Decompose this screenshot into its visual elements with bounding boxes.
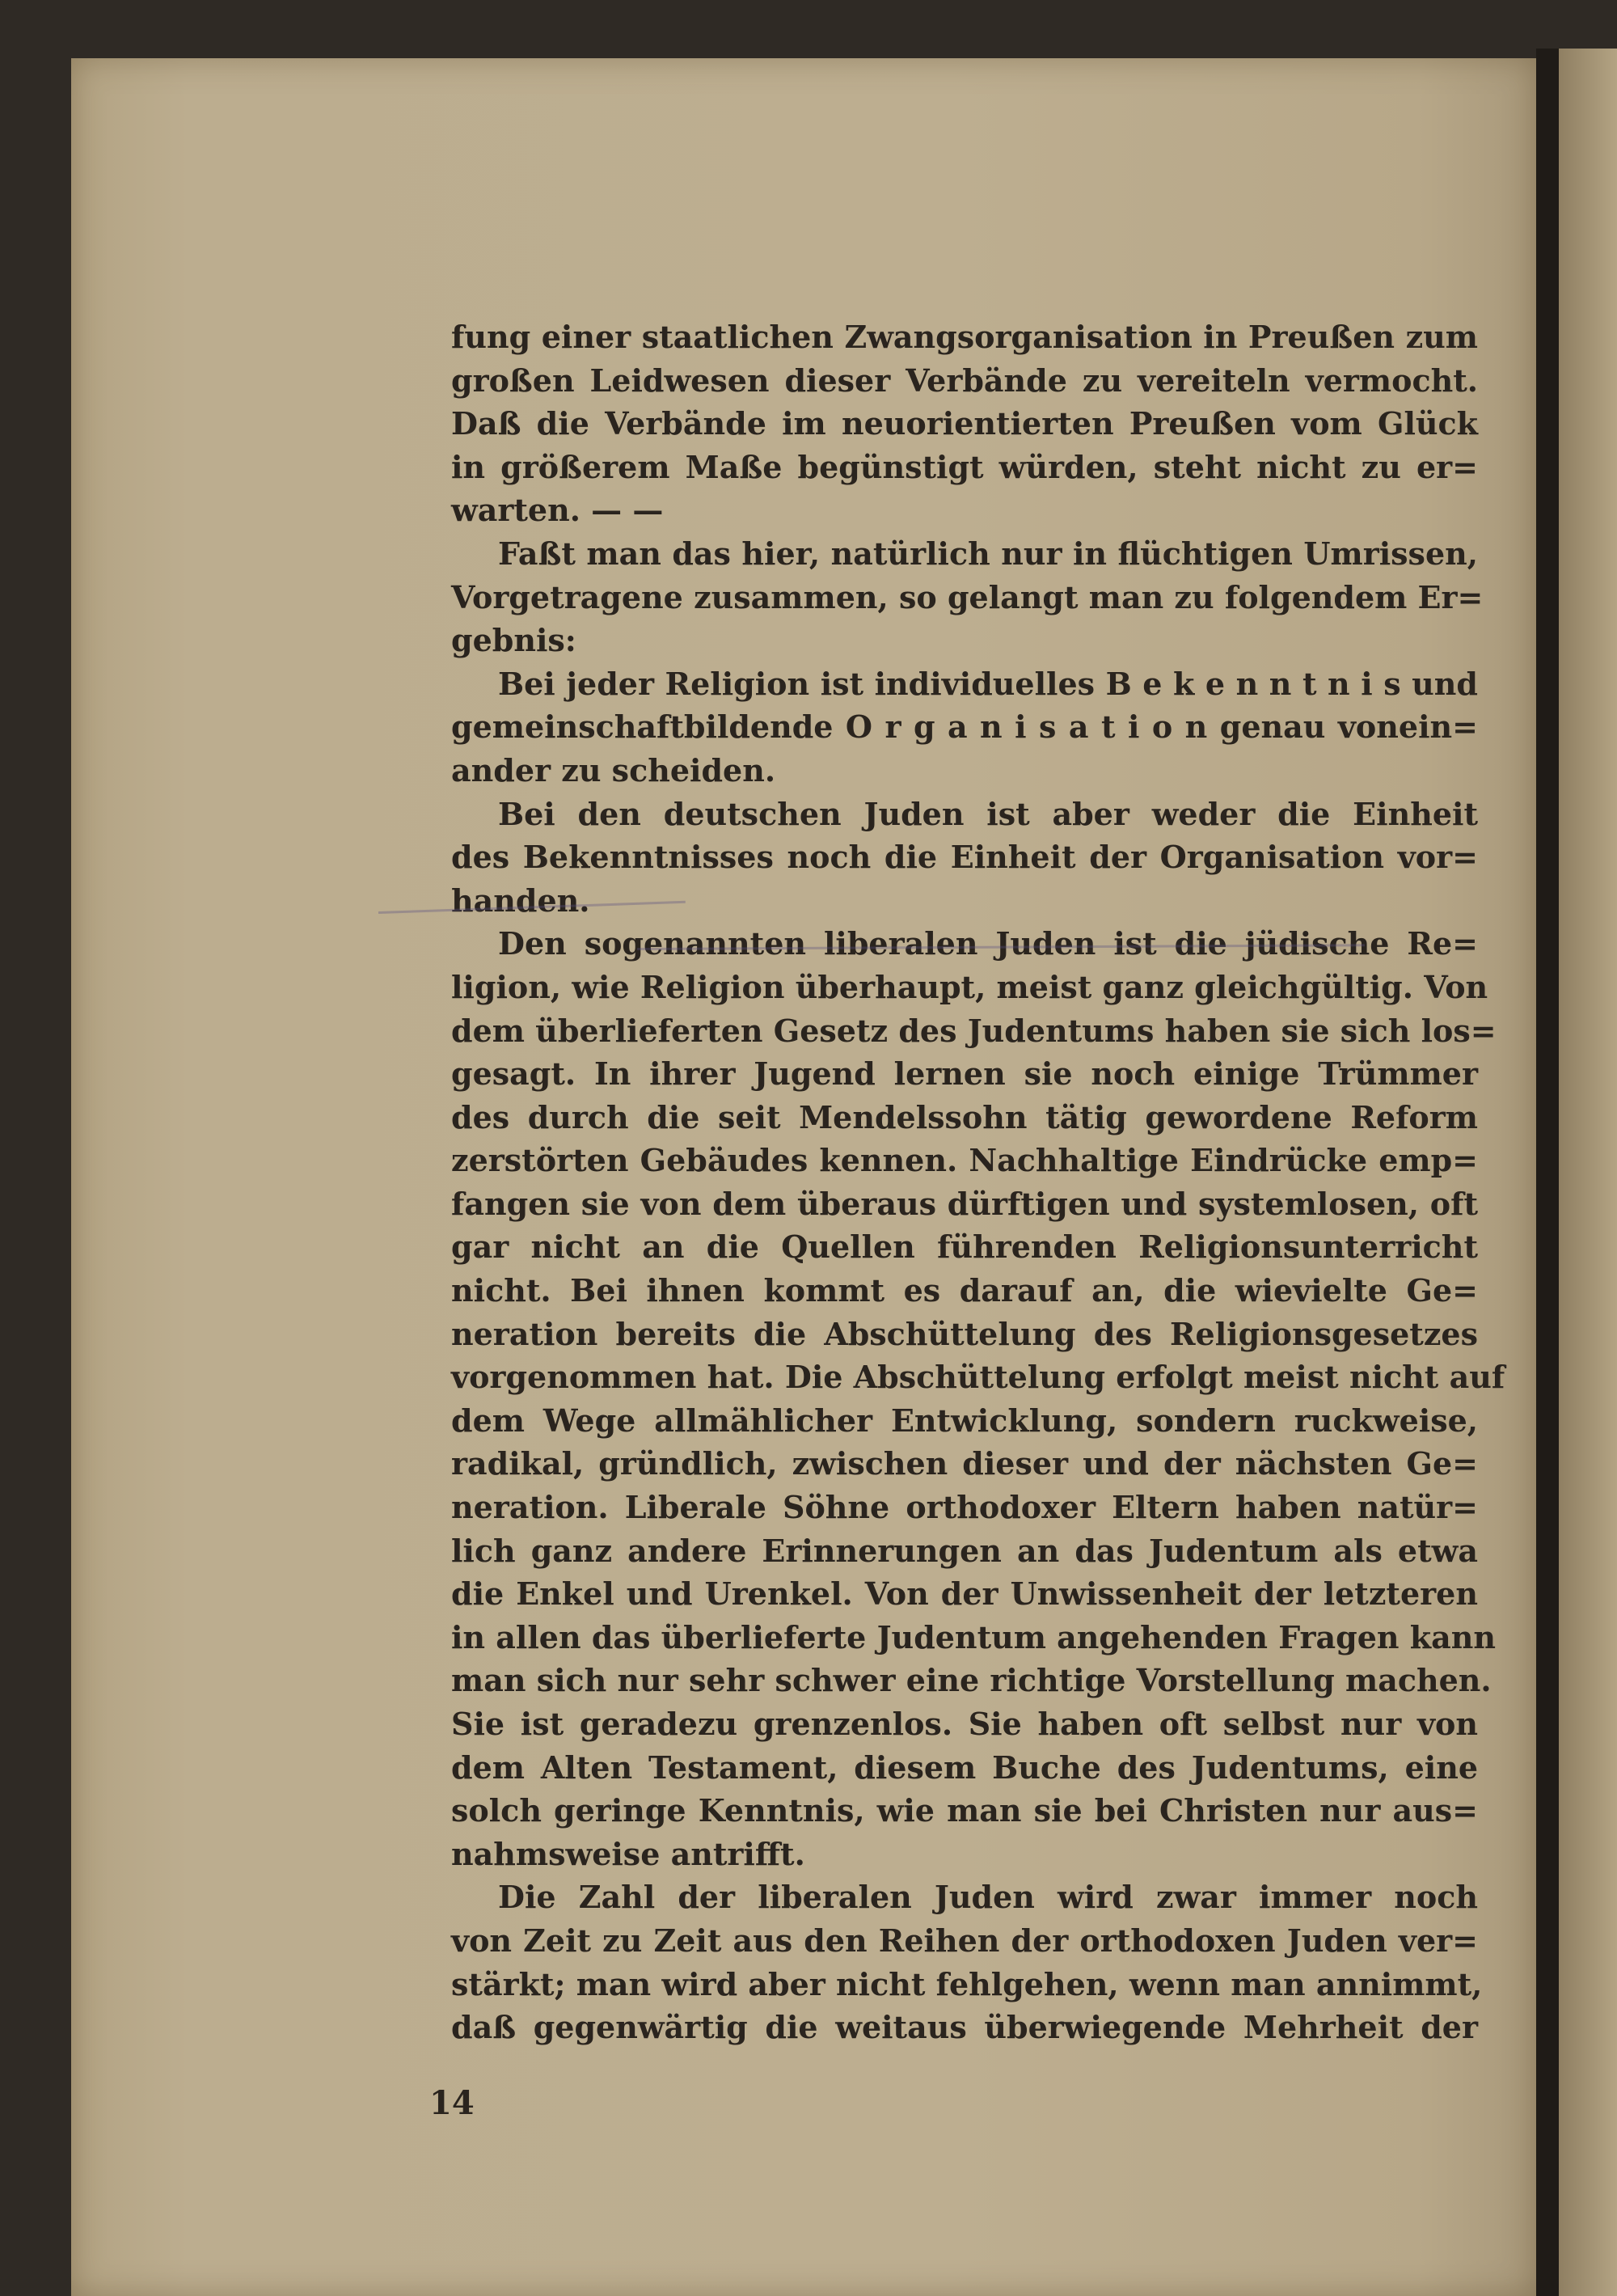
text-line: handen.: [451, 882, 590, 919]
text-line: die Enkel und Urenkel. Von der Unwissenheit der letzteren: [451, 1575, 1478, 1613]
text-line: Faßt man das hier, natürlich nur in flüchtigen Umrissen,: [498, 535, 1478, 572]
text-line: warten. — —: [451, 492, 664, 529]
text-line: Die Zahl der liberalen Juden wird zwar immer noch: [498, 1879, 1478, 1916]
text-line: ligion, wie Religion überhaupt, meist ganz gleichgültig. Von: [451, 968, 1488, 1005]
text-line: fung einer staatlichen Zwangsorganisation in Preußen zum: [451, 319, 1478, 355]
text-line: Bei den deutschen Juden ist aber weder die Einheit: [498, 795, 1478, 832]
text-line: radikal, gründlich, zwischen dieser und der nächsten Ge=: [451, 1445, 1478, 1482]
text-line: neration bereits die Abschüttelung des Religionsgesetzes: [451, 1315, 1478, 1352]
book-page: [71, 58, 1536, 2296]
text-line: neration. Liberale Söhne orthodoxer Eltern haben natür=: [451, 1489, 1478, 1526]
text-line: gesagt. In ihrer Jugend lernen sie noch einige Trümmer: [451, 1055, 1478, 1093]
text-line: großen Leidwesen dieser Verbände zu vereiteln vermocht.: [451, 362, 1478, 399]
text-line: zerstörten Gebäudes kennen. Nachhaltige Eindrücke emp=: [451, 1142, 1478, 1179]
text-line: gebnis:: [451, 622, 576, 659]
body-text: [451, 315, 1505, 2049]
text-line: dem überlieferten Gesetz des Judentums haben sie sich los=: [451, 1012, 1497, 1049]
text-line: Sie ist geradezu grenzenlos. Sie haben oft selbst nur von: [451, 1706, 1478, 1742]
text-line: dem Alten Testament, diesem Buche des Judentums, eine: [451, 1748, 1478, 1786]
text-line: Bei jeder Religion ist individuelles B e k e n n t n i s und: [498, 665, 1478, 702]
text-line: nicht. Bei ihnen kommt es darauf an, die wievielte Ge=: [451, 1272, 1478, 1309]
text-line: in größerem Maße begünstigt würden, steht nicht zu er=: [451, 448, 1478, 485]
text-line: vorgenommen hat. Die Abschüttelung erfolgt meist nicht auf: [451, 1359, 1505, 1396]
text-line: dem Wege allmählicher Entwicklung, sondern ruckweise,: [451, 1402, 1478, 1439]
page-number: 14: [429, 2084, 475, 2122]
text-line: solch geringe Kenntnis, wie man sie bei Christen nur aus=: [451, 1792, 1478, 1829]
text-line: fangen sie von dem überaus dürftigen und systemlosen, oft: [451, 1185, 1478, 1222]
text-line: nahmsweise antrifft.: [451, 1835, 805, 1872]
text-line: Vorgetragene zusammen, so gelangt man zu folgendem Er=: [451, 578, 1484, 615]
text-line: von Zeit zu Zeit aus den Reihen der orthodoxen Juden ver=: [451, 1922, 1478, 1959]
text-line: lich ganz andere Erinnerungen an das Judentum als etwa: [451, 1532, 1478, 1569]
text-line: gar nicht an die Quellen führenden Religionsunterricht: [451, 1228, 1478, 1266]
text-line: man sich nur sehr schwer eine richtige Vorstellung machen.: [451, 1662, 1492, 1699]
text-line: stärkt; man wird aber nicht fehlgehen, wenn man annimmt,: [451, 1965, 1483, 2002]
text-line: daß gegenwärtig die weitaus überwiegende Mehrheit der: [451, 2009, 1478, 2046]
text-line: Den sogenannten liberalen Juden ist die jüdische Re=: [498, 925, 1478, 962]
text-line: gemeinschaftbildende O r g a n i s a t i o n genau vonein=: [451, 708, 1478, 746]
adjacent-page-edge: [1559, 49, 1617, 2296]
book-binding: [1536, 49, 1559, 2296]
text-line: Daß die Verbände im neuorientierten Preußen vom Glück: [451, 405, 1478, 442]
text-line: des durch die seit Mendelssohn tätig gewordene Reform: [451, 1098, 1478, 1135]
text-line: in allen das überlieferte Judentum angehenden Fragen kann: [451, 1618, 1496, 1655]
text-line: des Bekenntnisses noch die Einheit der Organisation vor=: [451, 839, 1478, 876]
text-line: ander zu scheiden.: [451, 751, 776, 789]
